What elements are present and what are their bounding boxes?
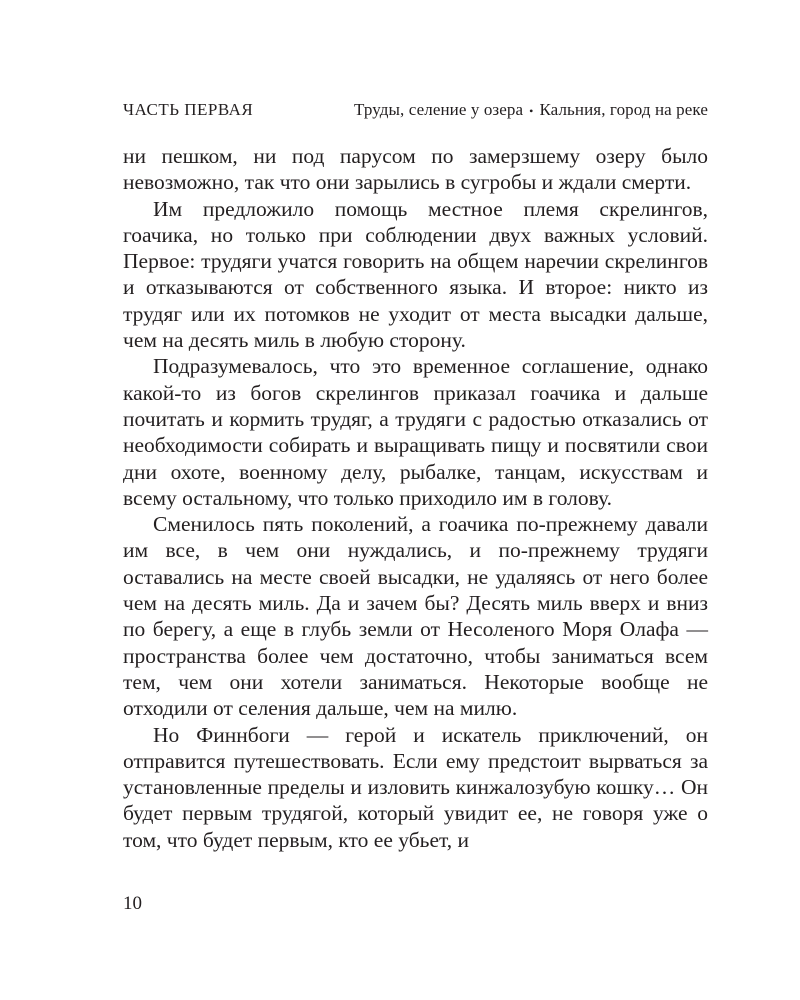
part-title: ЧАСТЬ ПЕРВАЯ	[123, 100, 254, 119]
paragraph: Им предложило помощь местное племя скрелингов, гоачика, но только при соблюдении двух важных условий. Первое: трудяги учатся говорить на общем наречии скрелингов и отказываются от собственного языка. И второе: никто из трудяг или их потомков не уходит от места высадки дальше, чем на десять миль в любую сторону.	[123, 196, 708, 353]
body-text	[123, 143, 708, 853]
running-head	[123, 100, 708, 120]
paragraph: ни пешком, ни под парусом по замерзшему озеру было невозможно, так что они зарылись в сугробы и ждали смерти.	[123, 144, 708, 195]
chapter-title-left: Труды, селение у озера	[354, 100, 524, 119]
chapter-title-right: Кальния, город на реке	[539, 100, 708, 119]
paragraph: Но Финнбоги — герой и искатель приключений, он отправится путешествовать. Если ему предстоит вырваться за установленные пределы и изловить кинжалозубую кошку… Он будет первым трудягой, который увидит ее, не говоря уже о том, что будет первым, кто ее убьет, и	[123, 722, 708, 852]
chapter-titles	[354, 100, 708, 120]
book-page	[123, 0, 708, 1000]
bullet-separator-icon: •	[529, 104, 534, 118]
page-number: 10	[123, 893, 142, 914]
paragraph: Сменилось пять поколений, а гоачика по-прежнему давали им все, в чем они нуждались, и по-прежнему трудяги оставались на месте своей высадки, не удаляясь от него более чем на десять миль. Да и зачем бы? Десять миль вверх и вниз по берегу, а еще в глубь земли от Несоленого Моря Олафа — пространства более чем достаточно, чтобы заниматься всем тем, чем они хотели заниматься. Некоторые вообще не отходили от селения дальше, чем на милю.	[123, 512, 708, 721]
paragraph: Подразумевалось, что это временное соглашение, однако какой-то из богов скрелингов приказал гоачика и дальше почитать и кормить трудяг, а трудяги с радостью отказались от необходимости собирать и выращивать пищу и посвятили свои дни охоте, военному делу, рыбалке, танцам, искусствам и всему остальному, что только приходило им в голову.	[123, 354, 708, 510]
